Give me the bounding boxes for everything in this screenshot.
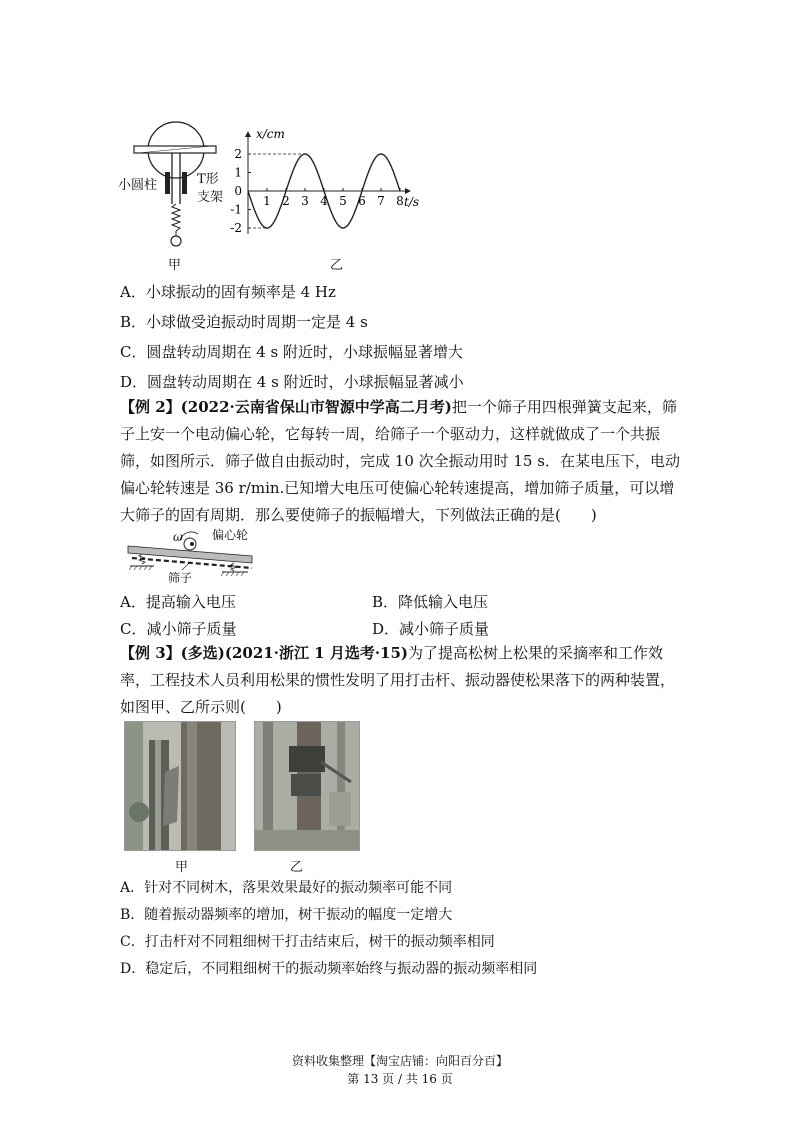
q2-text: 把一个筛子用四根弹簧支起来，筛子上安一个电动偏心轮，它每转一周，给筛子一个驱动力，这样就做成了一个共振筛，如图所示．筛子做自由振动时，完成 10 次全振动用时 15 s．在某电压下，电动偏心轮转速是 36 r/min.已知增大电压可使偏心轮转速提高，增加筛子质量，可以增大筛子的固有周期．那么要使筛子的振幅增大，下列做法正确的是( ) <box>120 398 680 524</box>
x-tick-label: 8 <box>396 194 404 208</box>
y-tick-label: 2 <box>234 147 242 161</box>
x-tick-label: 6 <box>358 194 366 208</box>
q1-option-b: B．小球做受迫振动时周期一定是 4 s <box>120 313 368 331</box>
displacement-time-chart <box>228 126 428 241</box>
q1-option-d: D．圆盘转动周期在 4 s 附近时，小球振幅显著减小 <box>120 373 464 391</box>
frame-label-line1: T形 <box>197 172 219 187</box>
frame-label-line2: 支架 <box>197 190 224 205</box>
q3-option-a: A．针对不同树木，落果效果最好的振动频率可能不同 <box>120 880 453 896</box>
q3-multi: (多选) <box>180 644 225 662</box>
x-axis-label: t/s <box>404 195 420 209</box>
x-tick-label: 4 <box>320 194 328 208</box>
q3-option-c: C．打击杆对不同粗细树干打击结束后，树干的振动频率相同 <box>120 934 495 950</box>
y-tick-label: -1 <box>230 202 242 217</box>
x-tick-label: 5 <box>339 194 347 208</box>
y-axis-label: x/cm <box>256 127 285 141</box>
y-tick-label: 0 <box>234 184 242 198</box>
q3-source: (2021·浙江 1 月选考·15) <box>224 644 409 662</box>
photo-vibrator-device <box>254 721 360 851</box>
eccentric-wheel-label: 偏心轮 <box>212 528 249 542</box>
figure-caption-left: 甲 <box>168 258 182 273</box>
q3-caption-right: 乙 <box>290 860 304 875</box>
q2-stem <box>120 394 685 529</box>
q2-option-a: A．提高输入电压 <box>120 593 236 611</box>
footer-page-number: 第 13 页 / 共 16 页 <box>347 1072 453 1086</box>
q3-option-d: D．稳定后，不同粗细树干的振动频率始终与振动器的振动频率相同 <box>120 961 538 977</box>
x-tick-label: 1 <box>263 194 271 208</box>
q3-text: 为了提高松树上松果的采摘率和工作效率，工程技术人员利用松果的惯性发明了用打击杆、振动器使松果落下的两种装置，如图甲、乙所示则( ) <box>120 644 676 716</box>
y-tick-label: 1 <box>234 165 242 180</box>
omega-label: ω <box>173 530 183 544</box>
q1-option-a: A．小球振动的固有频率是 4 Hz <box>120 283 336 301</box>
sieve-label: 筛子 <box>168 571 193 585</box>
q2-option-b: B．降低输入电压 <box>372 593 489 611</box>
q3-caption-left: 甲 <box>175 860 189 875</box>
q3-tag: 【例 3】 <box>120 644 181 662</box>
cylinder-label: 小圆柱 <box>118 178 158 193</box>
figure-caption-right: 乙 <box>330 258 344 273</box>
x-tick-label: 2 <box>282 194 290 208</box>
photo-striker-device <box>124 721 236 851</box>
q1-option-c: C．圆盘转动周期在 4 s 附近时，小球振幅显著增大 <box>120 343 464 361</box>
q2-source: (2022·云南省保山市智源中学高二月考) <box>180 398 452 416</box>
x-tick-label: 7 <box>377 194 385 208</box>
footer-source: 资料收集整理【淘宝店铺：向阳百分百】 <box>291 1054 508 1068</box>
q3-stem <box>120 640 685 721</box>
q3-option-b: B．随着振动器频率的增加，树干振动的幅度一定增大 <box>120 907 453 923</box>
q2-option-c: C．减小筛子质量 <box>120 620 237 638</box>
y-tick-label: -2 <box>230 221 242 235</box>
x-tick-label: 3 <box>301 194 309 208</box>
q2-option-d: D．减小筛子质量 <box>372 620 490 638</box>
q2-tag: 【例 2】 <box>120 398 181 416</box>
